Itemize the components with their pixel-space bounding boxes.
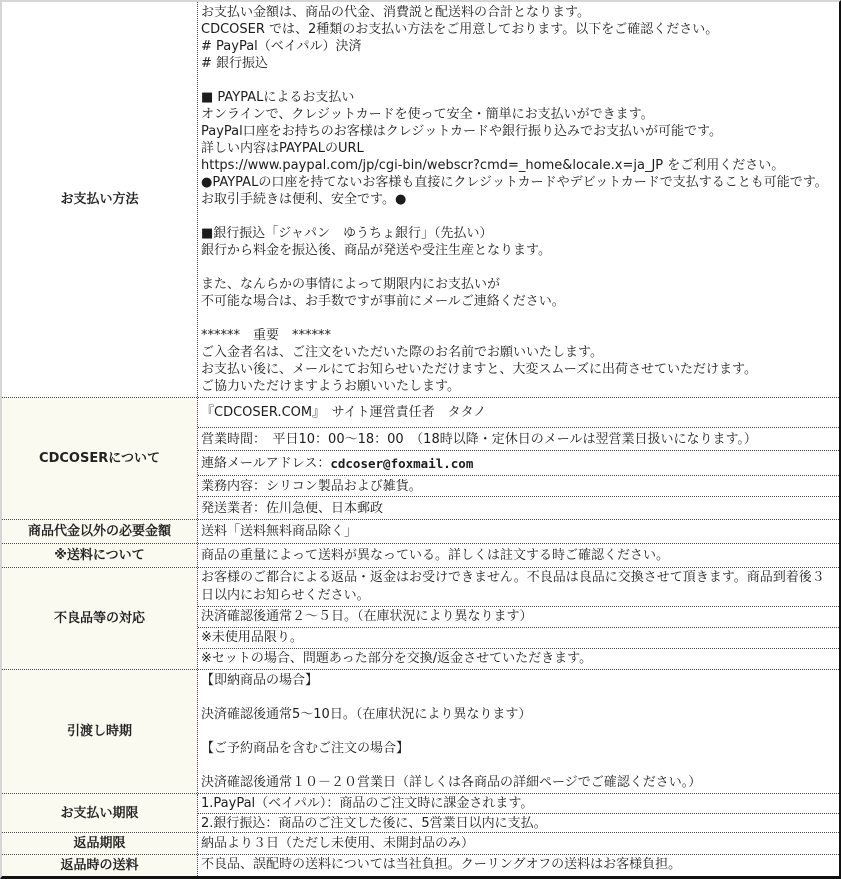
row-return-deadline	[2, 832, 839, 854]
shipping-note-text: 商品の重量によって送料が異なっている。詳しくは註文する時ご確認ください。	[201, 548, 670, 563]
text-line: お取引手続きは便利、安全です。●	[201, 192, 407, 207]
text-line	[201, 259, 836, 276]
text-line	[201, 757, 836, 774]
text-line: https://www.paypal.com/jp/cgi-bin/webscr?cmd=_home&locale.x=ja_JP をご利用ください。	[201, 158, 785, 173]
shipping-note-content	[198, 544, 839, 567]
text-line: # 銀行振込	[201, 56, 269, 71]
row-header-return-shipping: 返品時の送料	[2, 855, 198, 876]
extra-fees-text: 送料「送料無料商品除く」	[201, 524, 358, 539]
text-line: 決済確認後通常5～10日。（在庫状況により異なります）	[201, 707, 532, 722]
defective-note-set-text: ※セットの場合、問題あった部分を交換/返金させていただきます。	[198, 648, 839, 669]
row-header-return-deadline: 返品期限	[2, 833, 198, 854]
row-header-defective-items: 不良品等の対応	[2, 568, 198, 669]
text-line: CDCOSER では、2種類のお支払い方法をご用意しております。以下をご確認ください。	[201, 22, 719, 37]
text-line: 【即納商品の場合】	[201, 673, 319, 688]
row-payment-method	[2, 2, 839, 397]
text-line: 【ご予約商品を含むご注文の場合】	[201, 741, 410, 756]
text-line	[201, 208, 836, 225]
payment-deadline-bank-text: 2.銀行振込：商品のご注文した後に、5営業日以内に支払。	[198, 813, 839, 832]
text-line: ●PAYPALの口座を持てないお客様も直接にクレジットカードやデビットカードで支払することも可能です。	[201, 175, 828, 190]
site-owner-line: 『CDCOSER.COM』 サイト運営責任者 タタノ	[201, 405, 487, 420]
return-shipping-text: 不良品、誤配時の送料については当社負担。クーリングオフの送料はお客様負担。	[201, 856, 682, 872]
defective-note-unused-text: ※未使用品限り。	[198, 627, 839, 648]
payment-deadline-content	[198, 794, 839, 832]
text-line: ■銀行振込「ジャパン ゆうちょ銀行」（先払い）	[201, 226, 493, 241]
row-header-payment-deadline: お支払い期限	[2, 794, 198, 832]
text-line: PayPal口座をお持ちのお客様はクレジットカードや銀行振り込みでお支払いが可能です。	[201, 124, 722, 139]
text-line: 詳しい内容はPAYPALのURL	[201, 141, 364, 156]
defective-policy-text: お客様のご都合による返品・返金はお受けできません。不良品は良品に交換させて頂きます。商品到着後３日以内にお知らせください。	[201, 570, 825, 603]
row-header-about-cdcoser: CDCOSERについて	[2, 398, 198, 519]
text-line	[201, 689, 836, 706]
row-header-delivery-time: 引渡し時期	[2, 670, 198, 793]
row-defective-items	[2, 567, 839, 669]
return-deadline-content	[198, 833, 839, 854]
text-line: お支払い金額は、商品の代金、消費説と配送料の合計となります。	[201, 5, 590, 20]
text-line	[201, 72, 836, 89]
row-delivery-time	[2, 669, 839, 793]
business-hours-line: 営業時間： 平日10：00～18：00 （18時以降・定休日のメールは翌営業日扱いになります。）	[198, 427, 839, 450]
row-header-extra-fees: 商品代金以外の必要金額	[2, 520, 198, 543]
contact-email-label: 連絡メールアドレス：	[201, 455, 331, 471]
text-line: # PayPal（ベイパル）決済	[201, 39, 362, 54]
text-line: ■ PAYPALによるお支払い	[201, 90, 355, 105]
row-return-shipping	[2, 854, 839, 876]
text-line: 不可能な場合は、お手数ですが事前にメールご連絡ください。	[201, 294, 565, 309]
text-line	[201, 310, 836, 327]
row-header-payment-method: お支払い方法	[2, 2, 198, 397]
contact-email-line	[198, 450, 839, 475]
text-line: また、なんらかの事情によって期限内にお支払いが	[201, 277, 501, 292]
text-line: お支払い後に、メールにてお知らせいただけますと、大変スムーズに出荷させていただけます。	[201, 362, 758, 377]
about-cdcoser-content	[198, 398, 839, 519]
text-line: 銀行から料金を振込後、商品が発送や受注生産となります。	[201, 243, 551, 258]
row-shipping-note	[2, 543, 839, 567]
payment-method-content	[198, 2, 839, 397]
business-description-line: 業務内容：シリコン製品および雑貨。	[198, 475, 839, 496]
row-extra-fees	[2, 519, 839, 543]
text-line: オンラインで、クレジットカードを使って安全・簡単にお支払いができます。	[201, 107, 654, 122]
extra-fees-content	[198, 520, 839, 543]
defective-items-content	[198, 568, 839, 669]
row-header-shipping-note: ※送料について	[2, 544, 198, 567]
contact-email-address: cdcoser@foxmail.com	[330, 455, 474, 471]
defective-processing-time-text: 決済確認後通常２～５日。（在庫状況により異なります）	[198, 606, 839, 627]
return-shipping-content	[198, 855, 839, 876]
text-line: ご入金者名は、ご注文をいただいた際のお名前でお願いいたします。	[201, 345, 603, 360]
text-line: ****** 重要 ******	[201, 328, 332, 343]
row-payment-deadline	[2, 793, 839, 832]
return-deadline-text: 納品より３日（ただし未使用、未開封品のみ）	[201, 836, 475, 851]
row-about-cdcoser	[2, 397, 839, 519]
shipping-carriers-line: 発送業者：佐川急便、日本郵政	[198, 496, 839, 519]
delivery-time-content	[198, 670, 839, 793]
text-line: ご協力いただけますようお願いいたします。	[201, 379, 460, 394]
payment-deadline-paypal-text: 1.PayPal（ベイパル）：商品のご注文時に課金されます。	[201, 796, 534, 811]
text-line	[201, 723, 836, 740]
text-line: 決済確認後通常１０－２０営業日（詳しくは各商品の詳細ページでご確認ください。）	[201, 775, 702, 790]
